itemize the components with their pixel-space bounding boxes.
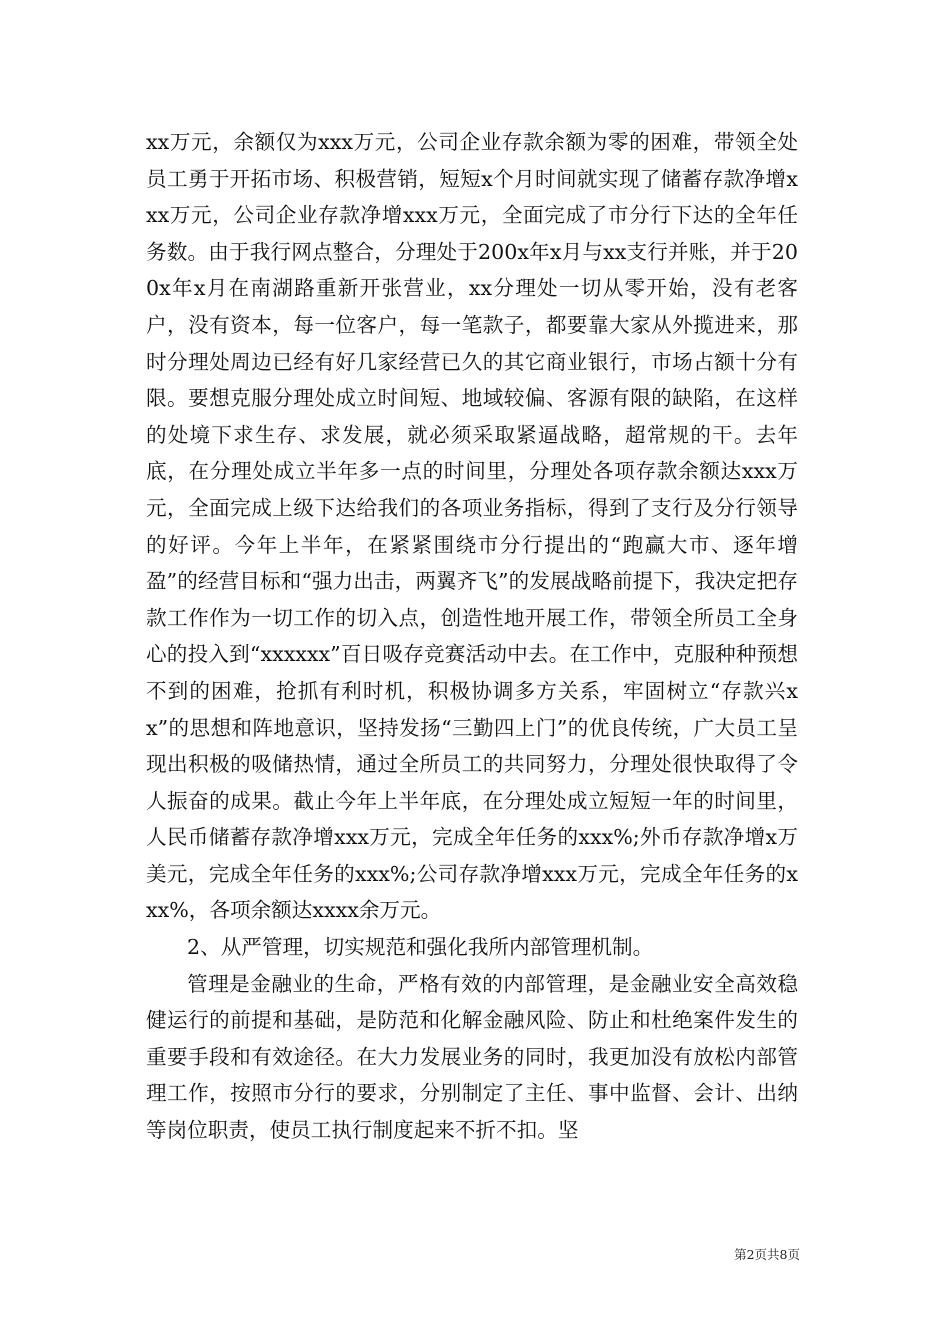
paragraph-deposit-results: xx万元，余额仅为xxx万元，公司企业存款余额为零的困难，带领全处员工勇于开拓市场、积极营销，短短x个月时间就实现了储蓄存款净增xxx万元，公司企业存款净增xxx万元，全面完成了市分行下达的全年任务数。由于我行网点整合，分理处于200x年x月与xx支行并账，并于200x年x月在南湖路重新开张营业，xx分理处一切从零开始，没有老客户，没有资本，每一位客户，每一笔款子，都要靠大家从外揽进来，那时分理处周边已经有好几家经营已久的其它商业银行，市场占额十分有限。要想克服分理处成立时间短、地域较偏、客源有限的缺陷，在这样的处境下求生存、求发展，就必须采取紧逼战略，超常规的干。去年底，在分理处成立半年多一点的时间里，分理处各项存款余额达xxx万元，全面完成上级下达给我们的各项业务指标，得到了支行及分行领导的好评。今年上半年，在紧紧围绕市分行提出的“跑赢大市、逐年增盈”的经营目标和“强力出击，两翼齐飞”的发展战略前提下，我决定把存款工作作为一切工作的切入点，创造性地开展工作，带领全所员工全身心的投入到“xxxxxx”百日吸存竞赛活动中去。在工作中，克服种种预想不到的困难，抢抓有利时机，积极协调多方关系，牢固树立“存款兴xx”的思想和阵地意识，坚持发扬“三勤四上门”的优良传统，广大员工呈现出积极的吸储热情，通过全所员工的共同努力，分理处很快取得了令人振奋的成果。截止今年上半年底，在分理处成立短短一年的时间里，人民币储蓄存款净增xxx万元，完成全年任务的xxx%;外币存款净增x万美元，完成全年任务的xxx%;公司存款净增xxx万元，完成全年任务的xxx%，各项余额达xxxx余万元。 [146, 130, 798, 923]
paragraph-internal-management: 管理是金融业的生命，严格有效的内部管理，是金融业安全高效稳健运行的前提和基础，是防范和化解金融风险、防止和杜绝案件发生的重要手段和有效途径。在大力发展业务的同时，我更加没有放松内部管理工作，按照市分行的要求，分别制定了主任、事中监督、会计、出纳等岗位职责，使员工执行制度起来不折不扣。坚 [146, 971, 798, 1143]
page-number-footer: 第2页共8页 [734, 1247, 800, 1262]
paragraph-heading-strict-management: 2、从严管理，切实规范和强化我所内部管理机制。 [187, 935, 654, 960]
body-text [146, 124, 798, 1149]
